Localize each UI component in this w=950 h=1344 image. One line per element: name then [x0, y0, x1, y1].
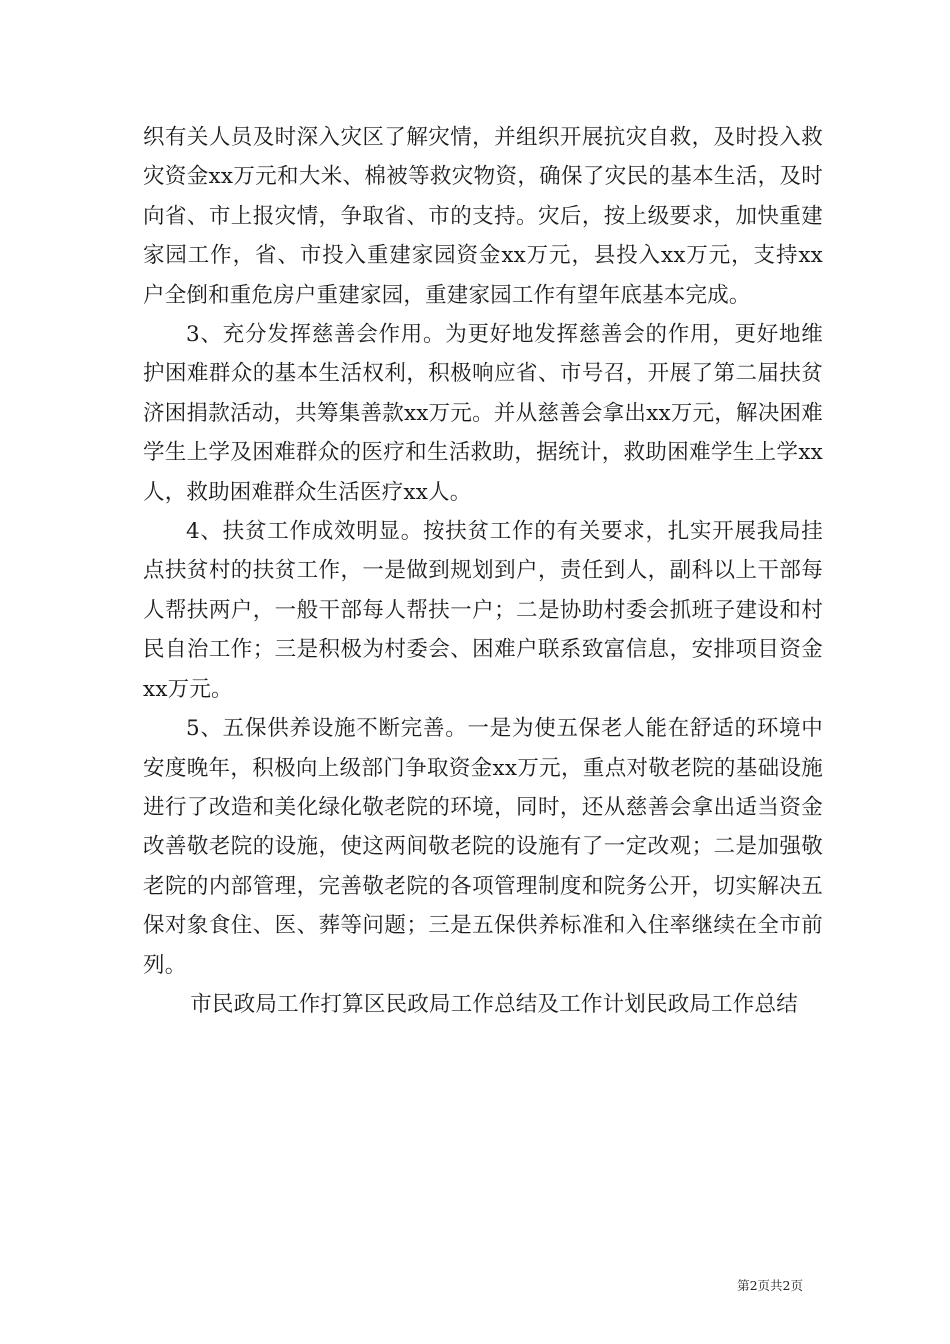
- paragraph-charity: 3、充分发挥慈善会作用。为更好地发挥慈善会的作用，更好地维护困难群众的基本生活权利，积极响应省、市号召，开展了第二届扶贫济困捐款活动，共筹集善款xx万元。并从慈善会拿出xx万元，解决困难学生上学及困难群众的医疗和生活救助，据统计，救助困难学生上学xx人，救助困难群众生活医疗xx人。: [143, 322, 823, 505]
- related-titles: 市民政局工作打算区民政局工作总结及工作计划民政局工作总结: [190, 991, 798, 1017]
- document-body: [143, 118, 823, 1024]
- page-number: 第2页共2页: [737, 1278, 803, 1293]
- paragraph-poverty-relief: 4、扶贫工作成效明显。按扶贫工作的有关要求，扎实开展我局挂点扶贫村的扶贫工作，一是做到规划到户，责任到人，副科以上干部每人帮扶两户，一般干部每人帮扶一户；二是协助村委会抓班子建设和村民自治工作；三是积极为村委会、困难户联系致富信息，安排项目资金xx万元。: [143, 519, 823, 702]
- paragraph-disaster-relief: 织有关人员及时深入灾区了解灾情，并组织开展抗灾自救，及时投入救灾资金xx万元和大米、棉被等救灾物资，确保了灾民的基本生活，及时向省、市上报灾情，争取省、市的支持。灾后，按上级要求，加快重建家园工作，省、市投入重建家园资金xx万元，县投入xx万元，支持xx户全倒和重危房户重建家园，重建家园工作有望年底基本完成。: [143, 125, 823, 308]
- paragraph-elderly-care: 5、五保供养设施不断完善。一是为使五保老人能在舒适的环境中安度晚年，积极向上级部门争取资金xx万元，重点对敬老院的基础设施进行了改造和美化绿化敬老院的环境，同时，还从慈善会拿出适当资金改善敬老院的设施，使这两间敬老院的设施有了一定改观；二是加强敬老院的内部管理，完善敬老院的各项管理制度和院务公开，切实解决五保对象食住、医、葬等问题；三是五保供养标准和入住率继续在全市前列。: [143, 716, 823, 978]
